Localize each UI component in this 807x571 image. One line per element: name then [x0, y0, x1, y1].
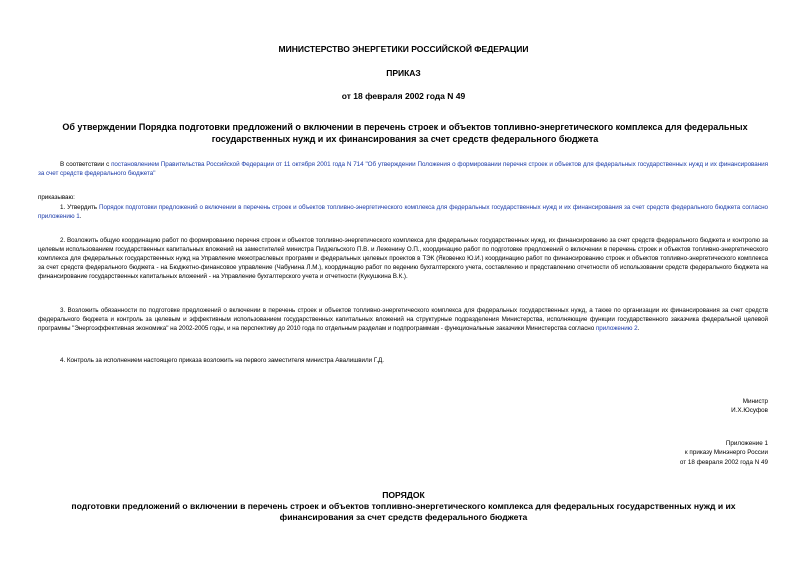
procedure-title-line-2: финансирования за счет средств федерального бюджета — [279, 512, 528, 522]
item-1-tail: . — [79, 213, 82, 221]
procedure-appendix-1-link[interactable]: Порядок подготовки предложений о включении в перечень строек и объектов топливно-энергетического комплекса для федеральных государственных нужд и их финансирования за счет средств федерального бюджета согласно приложению 1 — [38, 204, 768, 221]
preamble-lead: В соответствии с — [60, 161, 112, 168]
item-4-paragraph: 4. Контроль за исполнением настоящего приказа возложить на первого заместителя министра Авалишвили Г.Д. — [60, 357, 384, 364]
item-1-lead: 1. Утвердить — [60, 204, 99, 211]
appendix-label: Приложение 1 — [725, 440, 768, 447]
item-2-paragraph: 2. Возложить общую координацию работ по формированию перечня строек и объектов топливно-энергетического комплекса для федеральных государственных нужд, их финансированию за счет средств федерального бюджета и контролю за целевым использованием государственных капитальных вложений на заместителей министра Пидзельского П.В. и Леженину О.П., координацию работ по подготовке предложений о включении в перечень строек и объектов топливно-энергетического комплекса для федеральных государственных нужд на Управление межотраслевых программ и федеральных целевых проектов в ТЭК (Яковенко Ю.И.) координацию работ по финансированию строек и объектов топливно-энергетического комплекса за счет средств федерального бюджета - на Бюджетно-финансовое управление (Чабунина Л.М.), координацию работ по ведению бухгалтерского учета, составлению и представлению отчетности об использовании средств федерального бюджета на финансирование государственных капитальных вложений - на Управление бухгалтерского учета и отчетности (Кукушкина В.К.). — [38, 237, 768, 281]
appendix-reference — [680, 439, 768, 467]
signature-block — [731, 397, 768, 416]
signature-position: Министр — [742, 398, 768, 405]
procedure-title-line-1: подготовки предложений о включении в перечень строек и объектов топливно-энергетического комплекса для федеральных государственных нужд и их — [71, 501, 736, 511]
appendix-2-link[interactable]: приложению 2 — [595, 325, 638, 333]
appendix-order-date: от 18 февраля 2002 года N 49 — [679, 458, 768, 466]
item-3-text: 3. Возложить обязанности по подготовке предложений о включении в перечень строек и объектов топливно-энергетического комплекса для федеральных государственных нужд, а также по организации их финансирования за счет средств федерального бюджета и контроль за целевым и эффективным использованием государственных капитальных вложений на структурные подразделения Министерства, исполняющие функции государственного заказчика федеральной целевой программы "Энергоэффективная экономика" на 2002-2005 годы, и на перспективу до 2010 года по отдельным разделам и подпрограммам - функциональные заказчики Министерства согласно — [38, 307, 768, 333]
doc-type: ПРИКАЗ — [386, 68, 421, 78]
preamble-paragraph — [38, 160, 768, 178]
procedure-heading: ПОРЯДОК — [382, 490, 425, 500]
signature-name: И.Х.Юсуфов — [731, 407, 768, 415]
government-decree-link[interactable]: постановлением Правительства Российской Федерации от 11 октября 2001 года N 714 "Об утверждении Положения о формировании перечня строек и объектов для федеральных государственных нужд и их финансирования за счет средств федерального бюджета" — [38, 161, 768, 178]
item-3-tail: . — [637, 325, 640, 333]
item-3-paragraph — [38, 306, 768, 333]
order-word: приказываю: — [38, 194, 75, 201]
doc-date-number: от 18 февраля 2002 года N 49 — [341, 91, 466, 101]
procedure-heading-block — [40, 490, 767, 523]
item-1-paragraph — [38, 203, 768, 221]
title-line-1: Об утверждении Порядка подготовки предложений о включении в перечень строек и объектов топливно-энергетического комплекса для федеральных — [62, 122, 748, 132]
appendix-order-ref: к приказу Минэнерго России — [684, 449, 768, 457]
ministry-name: МИНИСТЕРСТВО ЭНЕРГЕТИКИ РОССИЙСКОЙ ФЕДЕРАЦИИ — [278, 44, 529, 54]
document-title — [60, 121, 750, 145]
title-line-2: государственных нужд и их финансирования за счет средств федерального бюджета — [211, 134, 599, 144]
